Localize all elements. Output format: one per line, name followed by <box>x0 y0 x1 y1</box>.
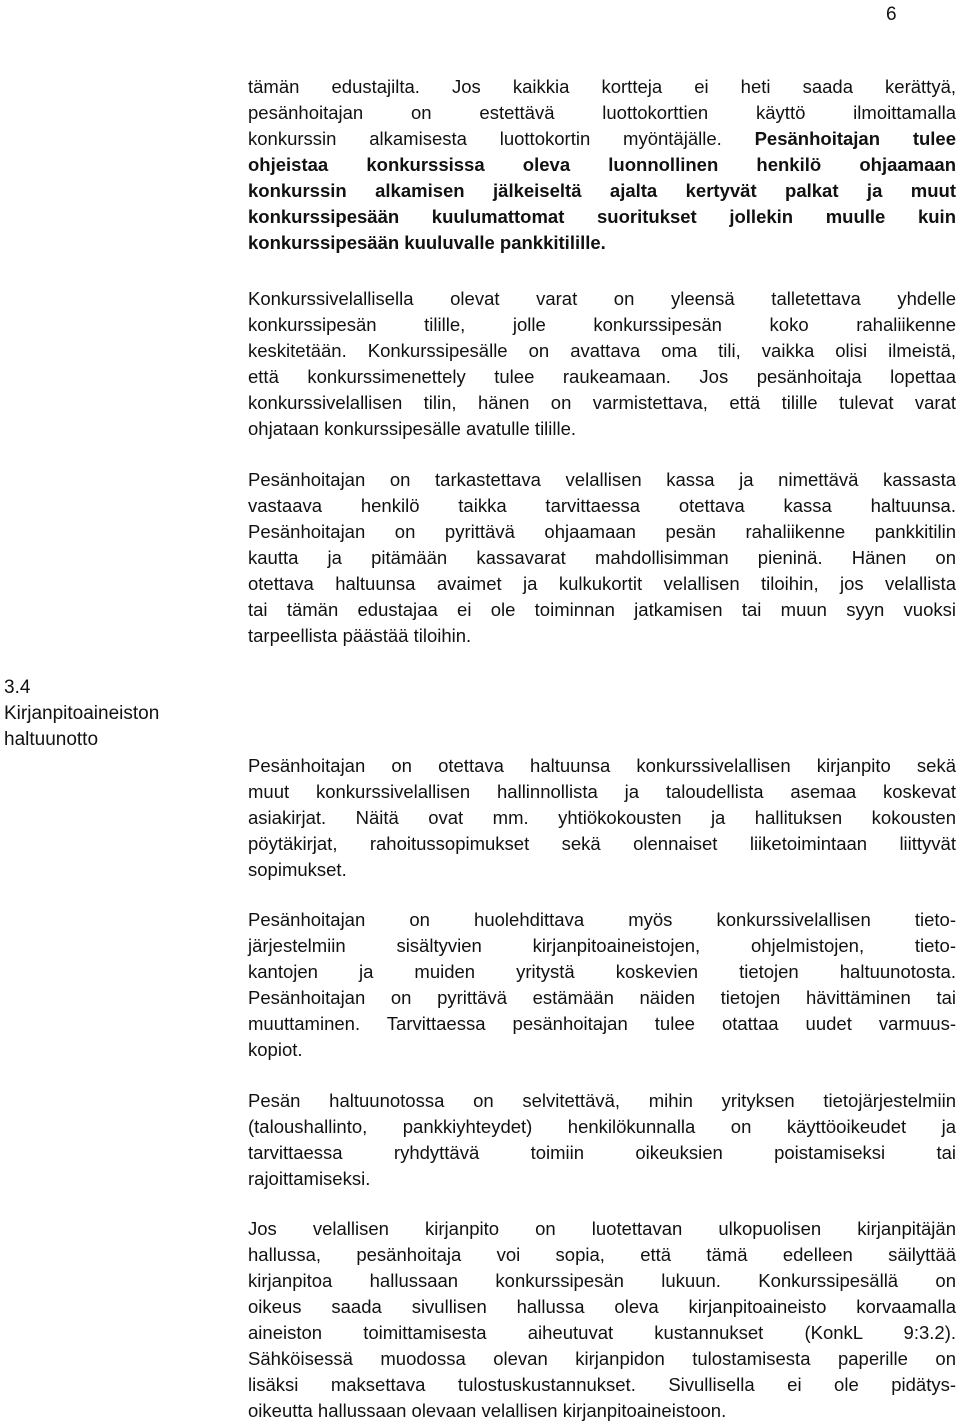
text-line: ohjeistaa konkurssissa oleva luonnollinen henkilö ohjaamaan <box>248 154 956 175</box>
text-run-bold: Pesänhoitajan tulee <box>721 128 957 149</box>
text-line: Pesän haltuunotossa on selvitettävä, mihin yrityksen tietojärjestelmiin <box>248 1090 956 1111</box>
text-line: tarpeellista päästää tiloihin. <box>248 625 472 646</box>
text-line: keskitetään. Konkurssipesälle on avattava oma tili, vaikka olisi ilmeistä, <box>248 340 956 361</box>
paragraph-1 <box>248 74 956 256</box>
text-line: kantojen ja muiden yritystä koskevien tietojen haltuunotosta. <box>248 961 956 982</box>
text-line: otettava haltuunsa avaimet ja kulkukortit velallisen tiloihin, jos velallista <box>248 573 956 594</box>
text-line: Pesänhoitajan on tarkastettava velallisen kassa ja nimettävä kassasta <box>248 469 956 490</box>
page-number: 6 <box>886 4 897 25</box>
text-line: (taloushallinto, pankkiyhteydet) henkilökunnalla on käyttöoikeudet ja <box>248 1116 956 1137</box>
text-line: sopimukset. <box>248 859 347 880</box>
text-line: konkurssipesään kuulumattomat suoritukset jollekin muulle kuin <box>248 206 956 227</box>
text-line: järjestelmiin sisältyvien kirjanpitoaineistojen, ohjelmistojen, tieto- <box>248 935 956 956</box>
text-line: rajoittamiseksi. <box>248 1168 371 1189</box>
section-title: Kirjanpitoaineiston haltuunotto <box>4 703 160 750</box>
text-line: Pesänhoitajan on huolehdittava myös konkurssivelallisen tieto- <box>248 909 956 930</box>
text-line: konkurssipesään kuuluvalle pankkitilille. <box>248 232 606 253</box>
text-line: Pesänhoitajan on pyrittävä estämään näiden tietojen hävittäminen tai <box>248 987 956 1008</box>
text-line: konkurssipesän tilille, jolle konkurssipesän koko rahaliikenne <box>248 314 956 335</box>
text-line: oikeus saada sivullisen hallussa oleva kirjanpitoaineisto korvaamalla <box>248 1296 956 1317</box>
text-line: pesänhoitajan on estettävä luottokorttien käyttö ilmoittamalla <box>248 102 956 123</box>
paragraph-2 <box>248 286 956 442</box>
text-line: muut konkurssivelallisen hallinnollista ja taloudellista asemaa koskevat <box>248 781 956 802</box>
text-line: oikeutta hallussaan olevaan velallisen kirjanpitoaineistoon. <box>248 1400 727 1421</box>
paragraph-3 <box>248 467 956 649</box>
paragraph-5 <box>248 907 956 1063</box>
text-line: kirjanpitoa hallussaan konkurssipesän lukuun. Konkurssipesällä on <box>248 1270 956 1291</box>
section-heading <box>4 675 239 753</box>
text-line: Sähköisessä muodossa olevan kirjanpidon tulostamisesta paperille on <box>248 1348 956 1369</box>
text-line: kopiot. <box>248 1039 303 1060</box>
paragraph-7 <box>248 1216 956 1424</box>
text-line: Konkurssivelallisella olevat varat on yleensä talletettava yhdelle <box>248 288 956 309</box>
paragraph-4 <box>248 753 956 883</box>
text-line: että konkurssimenettely tulee raukeamaan. Jos pesänhoitaja lopettaa <box>248 366 956 387</box>
paragraph-6 <box>248 1088 956 1192</box>
text-line: hallussa, pesänhoitaja voi sopia, että tämä edelleen säilyttää <box>248 1244 956 1265</box>
text-line: asiakirjat. Näitä ovat mm. yhtiökokousten ja hallituksen kokousten <box>248 807 956 828</box>
text-line: Jos velallisen kirjanpito on luotettavan ulkopuolisen kirjanpitäjän <box>248 1218 956 1239</box>
text-line: ohjataan konkurssipesälle avatulle tilille. <box>248 418 577 439</box>
section-number: 3.4 <box>4 677 31 698</box>
text-line: vastaava henkilö taikka tarvittaessa otettava kassa haltuunsa. <box>248 495 956 516</box>
text-line: tai tämän edustajaa ei ole toiminnan jatkamisen tai muun syyn vuoksi <box>248 599 956 620</box>
text-line: konkurssivelallisen tilin, hänen on varmistettava, että tilille tulevat varat <box>248 392 956 413</box>
text-line: tarvittaessa ryhdyttävä toimiin oikeuksien poistamiseksi tai <box>248 1142 956 1163</box>
text-line: kautta ja pitämään kassavarat mahdollisimman pieninä. Hänen on <box>248 547 956 568</box>
text-line <box>248 126 956 152</box>
text-line: muuttaminen. Tarvittaessa pesänhoitajan tulee otattaa uudet varmuus- <box>248 1013 956 1034</box>
text-line: pöytäkirjat, rahoitussopimukset sekä olennaiset liiketoimintaan liittyvät <box>248 833 956 854</box>
text-line: Pesänhoitajan on otettava haltuunsa konkurssivelallisen kirjanpito sekä <box>248 755 956 776</box>
text-line: Pesänhoitajan on pyrittävä ohjaamaan pesän rahaliikenne pankkitilin <box>248 521 956 542</box>
text-line: aineiston toimittamisesta aiheutuvat kustannukset (KonkL 9:3.2). <box>248 1322 956 1343</box>
text-run: konkurssin alkamisesta luottokortin myöntäjälle. <box>248 128 722 149</box>
text-line: konkurssin alkamisen jälkeiseltä ajalta kertyvät palkat ja muut <box>248 180 956 201</box>
text-line: lisäksi maksettava tulostuskustannukset. Sivullisella ei ole pidätys- <box>248 1374 956 1395</box>
text-line: tämän edustajilta. Jos kaikkia kortteja ei heti saada kerättyä, <box>248 76 956 97</box>
